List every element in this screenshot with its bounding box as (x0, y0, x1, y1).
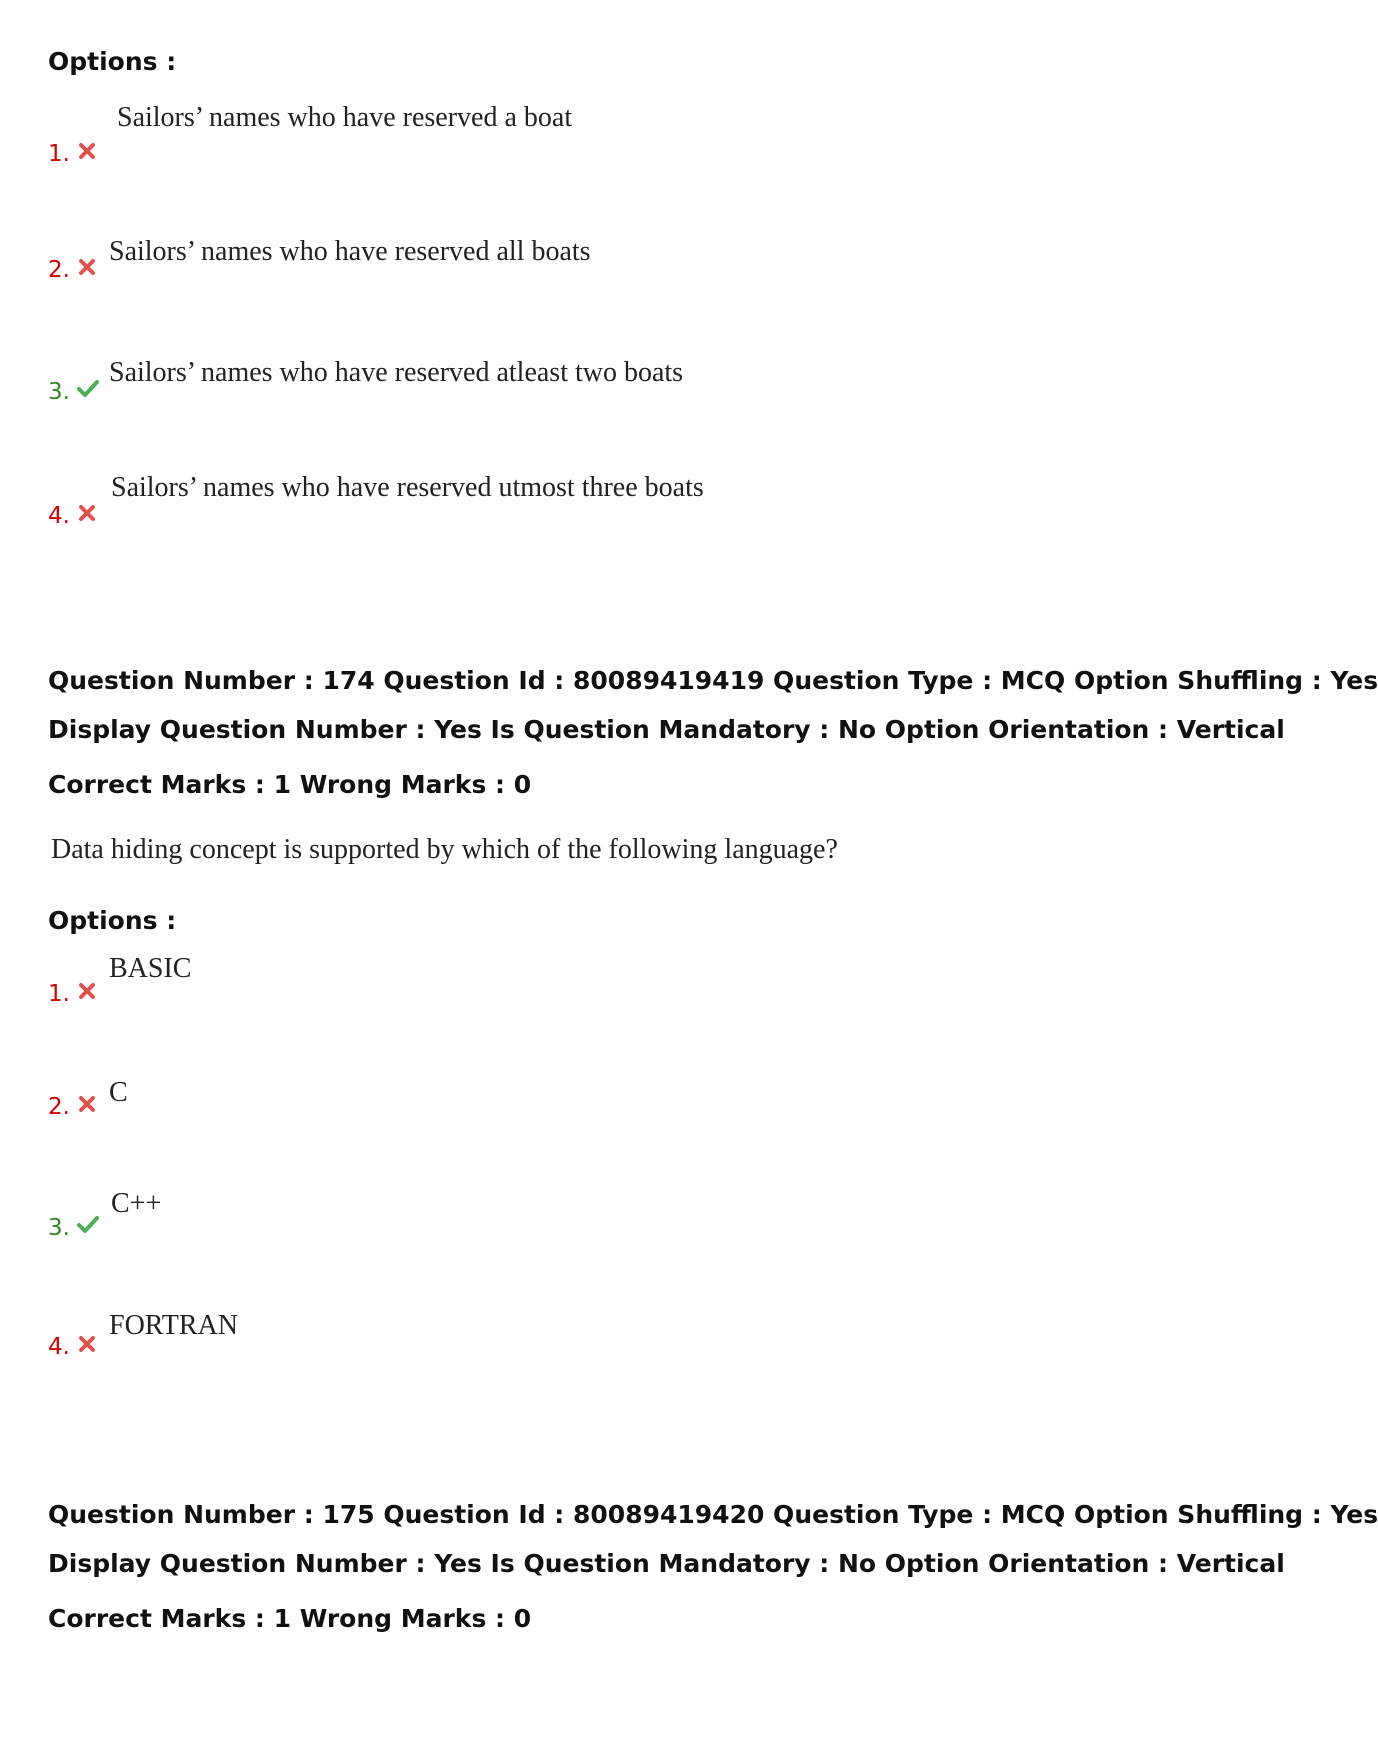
option-number: 4. (48, 1334, 70, 1360)
question-meta-line: Display Question Number : Yes Is Question Mandatory : No Option Orientation : Vertical (48, 715, 1285, 744)
cross-icon (77, 1094, 97, 1114)
question-marks-line: Correct Marks : 1 Wrong Marks : 0 (48, 1604, 532, 1633)
cross-icon (77, 141, 97, 161)
check-icon (76, 378, 100, 398)
options-label: Options : (48, 47, 177, 76)
option-text: Sailors’ names who have reserved a boat (117, 102, 573, 133)
cross-icon (77, 503, 97, 523)
option-text: C++ (111, 1188, 162, 1219)
option-text: Sailors’ names who have reserved atleast two boats (109, 357, 684, 388)
option-number: 1. (48, 141, 70, 167)
question-text: Data hiding concept is supported by which of the following language? (51, 834, 838, 865)
cross-icon (77, 1334, 97, 1354)
option-number: 2. (48, 1094, 70, 1120)
option-number: 2. (48, 257, 70, 283)
cross-icon (77, 981, 97, 1001)
options-label: Options : (48, 906, 177, 935)
question-meta-line: Question Number : 174 Question Id : 80089419419 Question Type : MCQ Option Shuffling : Yes (48, 666, 1378, 695)
question-meta-line: Question Number : 175 Question Id : 80089419420 Question Type : MCQ Option Shuffling : Yes (48, 1500, 1378, 1529)
question-marks-line: Correct Marks : 1 Wrong Marks : 0 (48, 770, 532, 799)
option-text: Sailors’ names who have reserved utmost three boats (111, 472, 704, 503)
option-text: C (109, 1077, 128, 1108)
question-meta-line: Display Question Number : Yes Is Question Mandatory : No Option Orientation : Vertical (48, 1549, 1285, 1578)
cross-icon (77, 257, 97, 277)
option-number: 4. (48, 503, 70, 529)
check-icon (76, 1214, 100, 1234)
option-number: 3. (48, 1215, 70, 1241)
option-text: BASIC (109, 953, 192, 984)
option-number: 3. (48, 379, 70, 405)
option-text: FORTRAN (109, 1310, 239, 1341)
option-text: Sailors’ names who have reserved all boats (109, 236, 591, 267)
option-number: 1. (48, 981, 70, 1007)
